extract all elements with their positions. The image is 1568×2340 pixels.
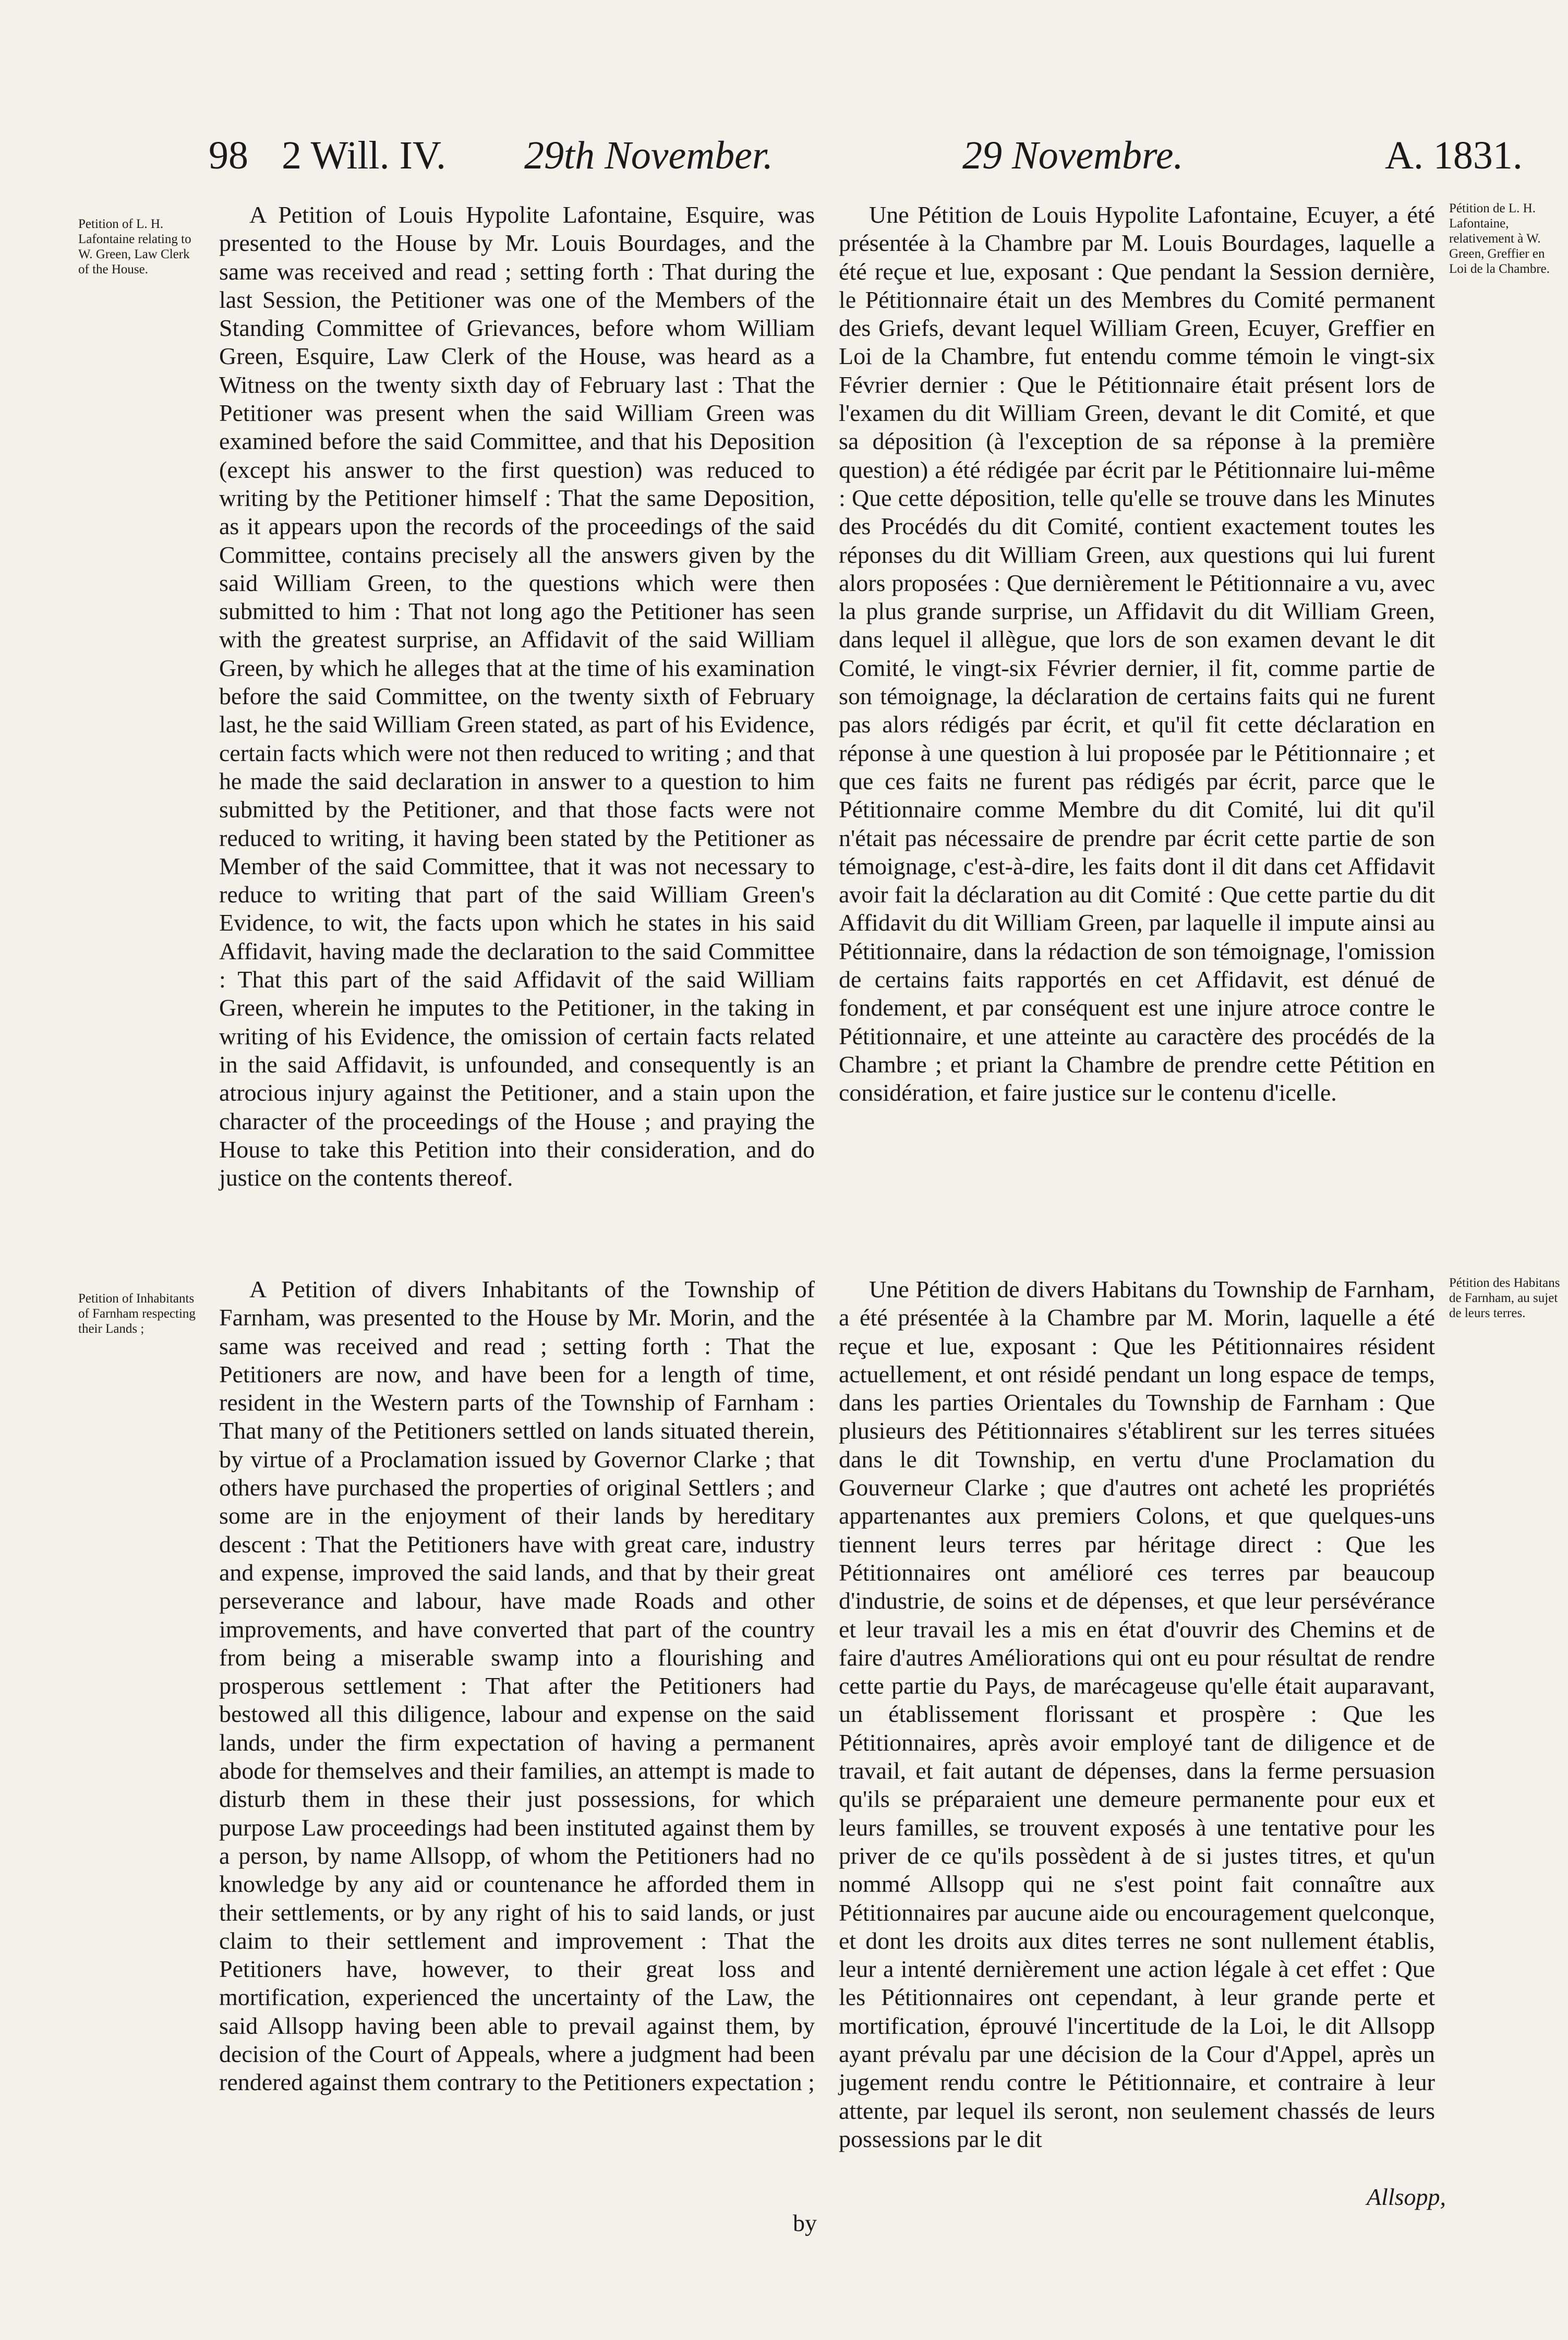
french-column-section-2	[839, 1275, 1435, 2153]
margin-note-english-2: Petition of Inhabitants of Farnham respecting their Lands ;	[78, 1292, 196, 1336]
english-column-section-1	[219, 201, 815, 1192]
catchword-english: by	[793, 2210, 817, 2236]
french-column-section-1	[839, 201, 1435, 1107]
petition-text-french-1: Une Pétition de Louis Hypolite Lafontaine, Ecuyer, a été présentée à la Chambre par M. Louis Bourdages, laquelle a été reçue et lue, exposant : Que pendant la Session dernière, le Pétitionnaire était un des Membres du Comité permanent des Griefs, devant lequel William Green, Ecuyer, Greffier en Loi de la Chambre, fut entendu comme témoin le vingt-six Février dernier : Que le Pétitionnaire était présent lors de l'examen du dit William Green, devant le dit Comité, et que sa déposition (à l'exception de sa réponse à la première question) a été rédigée par écrit par le Pétitionnaire lui-même : Que cette déposition, telle qu'elle se trouve dans les Minutes des Procédés du dit Comité, contient exactement toutes les réponses du dit William Green, aux questions qui lui furent alors proposées : Que dernièrement le Pétitionnaire a vu, avec la plus grande surprise, un Affidavit du dit William Green, dans lequel il allègue, que lors de son examen devant le dit Comité, le vingt-six Février dernier, il fit, comme partie de son témoignage, la déclaration de certains faits qui ne furent pas alors rédigés par écrit, et qu'il fit cette déclaration en réponse à une question à lui proposée par le Pétitionnaire ; et que ces faits ne furent pas rédigés par écrit, parce que le Pétitionnaire comme Membre du dit Comité, lui dit qu'il n'était pas nécessaire de prendre par écrit cette partie de son témoignage, c'est-à-dire, les faits dont il dit dans cet Affidavit avoir fait la déclaration au dit Comité : Que cette partie du dit Affidavit du dit William Green, par laquelle il impute ainsi au Pétitionnaire, dans la rédaction de son témoignage, l'omission de certains faits rapportés en cet Affidavit, est dénué de fondement, et par conséquent est une injure atroce contre le Pétitionnaire, et une atteinte au caractère des procédés de la Chambre ; et priant la Chambre de prendre cette Pétition en considération, et faire justice sur le contenu d'icelle.	[839, 201, 1435, 1106]
year-heading: A. 1831.	[1385, 134, 1523, 177]
petition-text-english-1: A Petition of Louis Hypolite Lafontaine, Esquire, was presented to the House by Mr. Louis Bourdages, and the same was received and read ; setting forth : That during the last Session, the Petitioner was one of the Members of the Standing Committee of Grievances, before whom William Green, Esquire, Law Clerk of the House, was heard as a Witness on the twenty sixth day of February last : That the Petitioner was present when the said William Green was examined before the said Committee, and that his Deposition (except his answer to the first question) was reduced to writing by the Petitioner himself : That the same Deposition, as it appears upon the records of the proceedings of the said Committee, contains precisely all the answers given by the said William Green, to the questions which were then submitted to him : That not long ago the Petitioner has seen with the greatest surprise, an Affidavit of the said William Green, by which he alleges that at the time of his examination before the said Committee, on the twenty sixth of February last, he the said William Green stated, as part of his Evidence, certain facts which were not then reduced to writing ; and that he made the said declaration in answer to a question to him submitted by the Petitioner, and that those facts were not reduced to writing, it having been stated by the Petitioner as Member of the said Committee, that it was not necessary to reduce to writing that part of the said William Green's Evidence, to wit, the facts upon which he states in his said Affidavit, having made the declaration to the said Committee : That this part of the said Affidavit of the said William Green, wherein he imputes to the Petitioner, in the taking in writing of his Evidence, the omission of certain facts related in the said Affidavit, is unfounded, and consequently is an atrocious injury against the Petitioner, and a stain upon the character of the proceedings of the House ; and praying the House to take this Petition into their consideration, and do justice on the contents thereof.	[219, 201, 815, 1191]
petition-text-english-2: A Petition of divers Inhabitants of the Township of Farnham, was presented to the House by Mr. Morin, and the same was received and read ; setting forth : That the Petitioners are now, and have been for a length of time, resident in the Western parts of the Township of Farnham : That many of the Petitioners settled on lands situated therein, by virtue of a Proclamation issued by Governor Clarke ; that others have purchased the properties of original Settlers ; and some are in the enjoyment of their lands by hereditary descent : That the Petitioners have with great care, industry and expense, improved the said lands, and that by their great perseverance and labour, have made Roads and other improvements, and have converted that part of the country from being a miserable swamp into a flourishing and prosperous settlement : That after the Petitioners had bestowed all this diligence, labour and expense on the said lands, under the firm expectation of having a permanent abode for themselves and their families, an attempt is made to disturb them in these their just possessions, for which purpose Law proceedings had been instituted against them by a person, by name Allsopp, of whom the Petitioners had no knowledge by any aid or countenance he afforded them in their settlements, or by any right of his to said lands, or just claim to their settlement and improvement : That the Petitioners have, however, to their great loss and mortification, experienced the uncertainty of the Law, the said Allsopp having been able to prevail against them, by decision of the Court of Appeals, where a judgment had been rendered against them contrary to the Petitioners expectation ;	[219, 1276, 815, 2096]
margin-note-french-2: Pétition des Habitans de Farnham, au sujet de leurs terres.	[1449, 1276, 1560, 1320]
petition-text-french-2: Une Pétition de divers Habitans du Township de Farnham, a été présentée à la Chambre par M. Morin, laquelle a été reçue et lue, exposant : Que les Pétitionnaires résident actuellement, et ont résidé pendant un long espace de temps, dans les parties Orientales du Township de Farnham : Que plusieurs des Pétitionnaires s'établirent sur les terres situées dans le dit Township, en vertu d'une Proclamation du Gouverneur Clarke ; que d'autres ont acheté les propriétés appartenantes aux premiers Colons, et que quelques-uns tiennent leurs terres par héritage direct : Que les Pétitionnaires ont amélioré ces terres par beaucoup d'industrie, de soins et de dépenses, et que leur persévérance et leur travail les a mis en état d'ouvrir des Chemins et de faire d'autres Améliorations qui ont eu pour résultat de rendre cette partie du Pays, de marécageuse qu'elle était auparavant, un établissement florissant et prospère : Que les Pétitionnaires, après avoir employé tant de diligence et de travail, et fait autant de dépenses, dans la ferme persuasion qu'ils se préparaient une demeure permanente pour eux et leurs familles, se trouvent exposés à une tentative pour les priver de ce qu'ils possèdent à de si justes titres, et qu'un nommé Allsopp qui ne s'est point fait connaître aux Pétitionnaires par aucune aide ou encouragement quelconque, et dont les droits aux dites terres ne sont nullement établis, leur a intenté dernièrement une action légale à cet effet : Que les Pétitionnaires ont cependant, à leur grande perte et mortification, éprouvé l'incertitude de la Loi, le dit Allsopp ayant prévalu par une décision de la Cour d'Appel, après un jugement rendu contre le Pétitionnaire, et contraire à leur attente, par lequel ils seront, non seulement chassés de leurs possessions par le dit	[839, 1276, 1435, 2152]
reign-heading: 2 Will. IV.	[282, 134, 447, 177]
english-column-section-2	[219, 1275, 815, 2097]
margin-note-french-1: Pétition de L. H. Lafontaine, relativement à W. Green, Greffier en Loi de la Chambre.	[1449, 201, 1550, 276]
catchword-french: Allsopp,	[1367, 2184, 1446, 2210]
page-number: 98	[209, 134, 248, 177]
french-date-heading: 29 Novembre.	[962, 134, 1184, 177]
english-date-heading: 29th November.	[524, 134, 774, 177]
margin-note-english-1: Petition of L. H. Lafontaine relating to W. Green, Law Clerk of the House.	[78, 217, 191, 276]
